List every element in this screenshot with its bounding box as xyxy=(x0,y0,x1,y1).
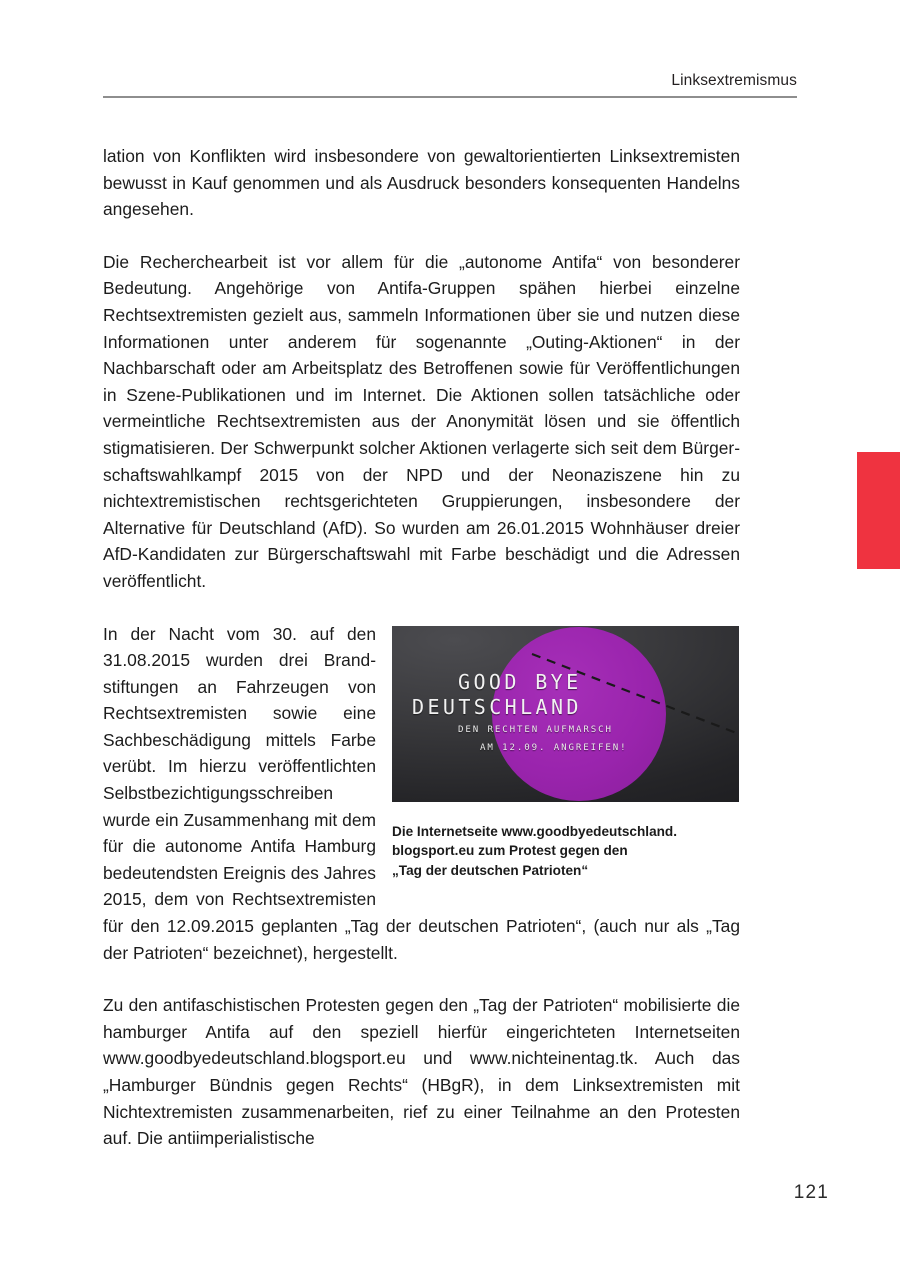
poster-headline-2: DEUTSCHLAND xyxy=(412,694,582,719)
body-text-area xyxy=(103,143,740,1152)
page-number: 121 xyxy=(793,1182,829,1203)
poster-headline-1: GOOD BYE xyxy=(458,669,582,694)
paragraph-2: Die Recherchearbeit ist vor allem für die „autonome Antifa“ von besonderer Bedeutung. Angehörige von Antifa-Gruppen spähen hierbei einzelne Rechtsextremisten gezielt aus, sammeln Informationen über sie und nutzen diese Informationen unter anderem für sogenannte „Outing-Aktionen“ in der Nachbarschaft oder am Arbeitsplatz des Betroffenen sowie für Veröffentlichungen in Szene-Publikationen und im Internet. Die Aktionen sollen tatsächliche oder vermeintliche Rechtsextremisten aus der Anonymität lösen und sie öffentlich stigmatisieren. Der Schwerpunkt solcher Aktionen verlagerte sich seit dem Bürgerschaftswahlkampf 2015 von der NPD und der Neonaziszene hin zu nichtextremistischen rechtsgerichteten Gruppierungen, insbesondere der Alternative für Deutschland (AfD). So wurden am 26.01.2015 Wohnhäuser dreier AfD-Kandidaten zur Bürgerschaftswahl mit Farbe beschädigt und die Adressen veröffentlicht. xyxy=(103,251,740,591)
paragraph-1: lation von Konflikten wird insbesondere von gewaltorientierten Linksextremisten bewusst in Kauf genommen und als Ausdruck besonders konsequenten Handelns angesehen. xyxy=(103,146,740,220)
poster-text-block xyxy=(392,670,739,756)
poster-subline-2: AM 12.09. ANGREIFEN! xyxy=(480,742,628,753)
section-edge-tab xyxy=(857,452,900,569)
paragraph-4: Zu den antifaschistischen Protesten gegen den „Tag der Patrioten“ mobilisierte die hamburger Antifa auf den speziell hierfür eingerichteten Internetseiten www.goodbyedeutschland.blogsport.eu und www.nichteinentag.tk. Auch das „Hamburger Bündnis gegen Rechts“ (HBgR), in dem Linksextremisten mit Nichtextremisten zusammenarbeiten, rief zu einer Teilnahme an den Protesten auf. Die antiimperialistische xyxy=(103,995,740,1149)
figure-caption-line-1: Die Internetseite www.goodbyedeutschland. xyxy=(392,823,678,839)
poster-subline-1: DEN RECHTEN AUFMARSCH xyxy=(458,724,613,735)
figure-caption xyxy=(392,822,730,881)
running-head xyxy=(103,72,797,98)
paragraph-3: In der Nacht vom 30. auf den 31.08.2015 wurden drei Brandstiftungen an Fahrzeugen von Rechtsextremisten sowie eine Sachbeschädigung mittels Farbe verübt. Im hierzu veröffentlichten Selbstbezichtigungsschreiben wurde ein Zusammenhang mit dem für die autonome Antifa Hamburg bedeutendsten Ereignis des Jahres 2015, dem von Rechtsextremisten für den 12.09.2015 geplanten „Tag der deutschen Patrioten“, (auch nur als „Tag der Patrioten“ bezeichnet), hergestellt. xyxy=(103,623,740,963)
figure-caption-line-3: „Tag der deutschen Patrioten“ xyxy=(392,862,589,878)
header-divider xyxy=(103,96,797,98)
poster-image xyxy=(392,626,739,802)
running-head-label: Linksextremismus xyxy=(671,72,797,89)
figure-caption-line-2: blogsport.eu zum Protest gegen den xyxy=(392,843,628,858)
figure-goodbye-deutschland xyxy=(392,626,740,881)
